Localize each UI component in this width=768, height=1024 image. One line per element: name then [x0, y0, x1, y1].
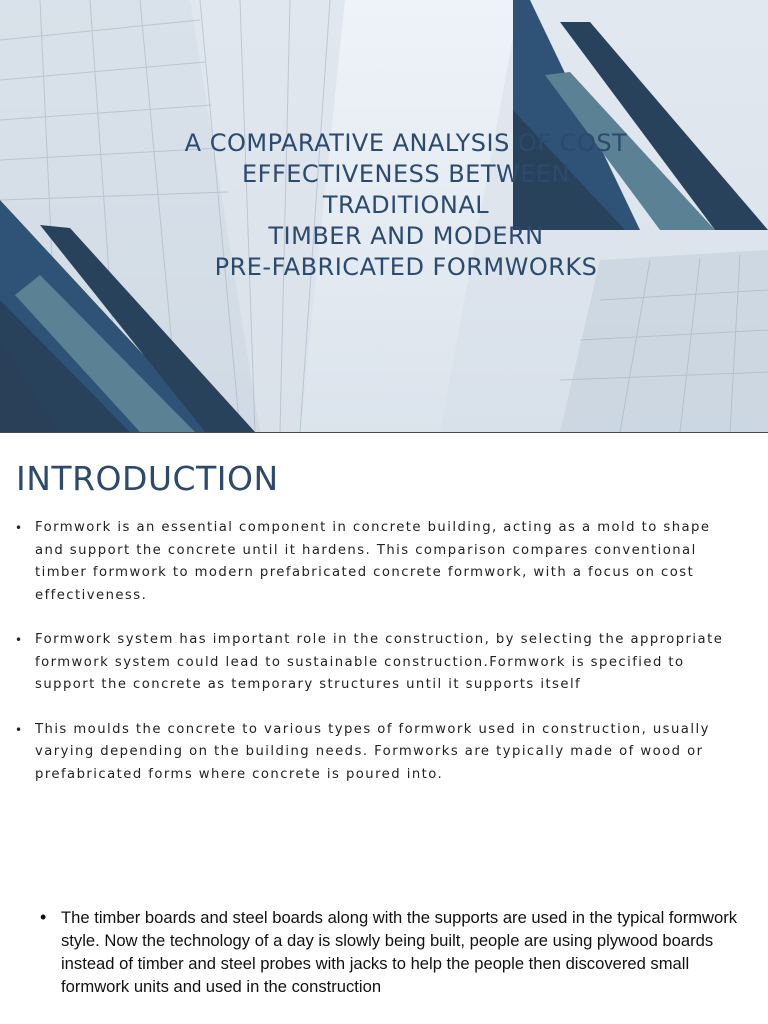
title-slide [0, 0, 768, 433]
intro-bullet-list [0, 517, 740, 808]
title-line: EFFECTIVENESS BETWEEN [241, 160, 571, 188]
list-item-text: The timber boards and steel boards along with the supports are used in the typical formwork style. Now the technology of a day is slowly being built, people are using plywood boards instead of timber and steel probes with jacks to help the people then discovered small formwork units and used in the construction [61, 908, 738, 996]
bullet-icon: • [15, 722, 24, 737]
list-item-text: This moulds the concrete to various types of formwork used in construction, usually varying depending on the building needs. Formworks are typically made of wood or prefabricated forms where concrete is poured into. [35, 721, 710, 782]
bullet-icon: • [15, 633, 24, 647]
title-line: A COMPARATIVE ANALYSIS OF COST [184, 129, 628, 157]
bullet-icon: • [40, 907, 47, 927]
slide-title [150, 128, 662, 283]
list-item [0, 906, 740, 998]
title-line: TRADITIONAL [322, 191, 490, 219]
section-heading: INTRODUCTION [16, 459, 279, 498]
list-item [0, 719, 740, 787]
bullet-icon: • [15, 521, 24, 535]
slide3-bullet-list [0, 906, 740, 1024]
third-slide [0, 890, 768, 1024]
list-item-text: Formwork system has important role in the construction, by selecting the appropriate formwork system could lead to sustainable construction.Formwork is specified to support the concrete as temporary structures until it supports itself [35, 632, 724, 692]
title-line: TIMBER AND MODERN [268, 222, 544, 250]
list-item [0, 629, 740, 697]
introduction-slide [0, 433, 768, 833]
title-line: PRE-FABRICATED FORMWORKS [214, 253, 598, 281]
list-item [0, 517, 740, 607]
list-item-text: Formwork is an essential component in concrete building, acting as a mold to shape and support the concrete until it hardens. This comparison compares conventional timber formwork to modern prefabricated concrete formwork, with a focus on cost effectiveness. [35, 520, 711, 603]
